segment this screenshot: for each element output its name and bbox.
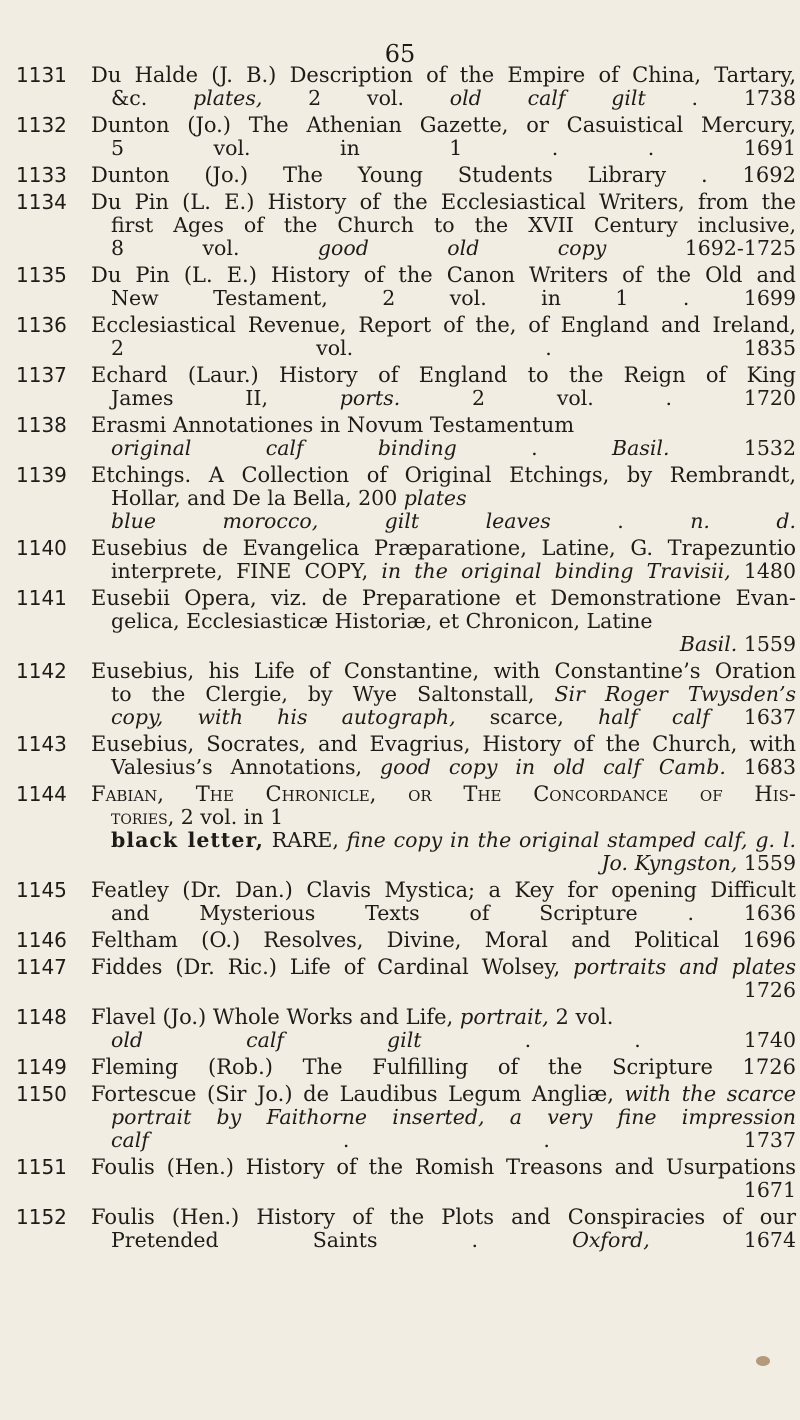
catalogue-entry xyxy=(16,114,796,160)
entry-text: Dunton (Jo.) The Athenian Gazette, or Casuistical Mercury, xyxy=(91,113,796,137)
entry-line xyxy=(91,1029,796,1052)
catalogue-entry xyxy=(16,191,796,260)
entry-text: tories, xyxy=(111,805,175,829)
entry-text: Flavel (Jo.) Whole Works and Life, xyxy=(91,1005,460,1029)
entry-description xyxy=(91,1083,796,1152)
lot-number: 1148 xyxy=(16,1005,67,1029)
entry-line xyxy=(91,437,796,460)
entry-line xyxy=(91,706,796,729)
entry-line xyxy=(91,1129,796,1152)
entry-description xyxy=(91,164,796,187)
entry-line xyxy=(91,633,796,656)
entry-text: . . 1737 xyxy=(148,1128,796,1152)
catalogue-entry xyxy=(16,537,796,583)
entry-description xyxy=(91,660,796,729)
entry-text: . xyxy=(456,436,613,460)
entry-description xyxy=(91,929,796,952)
entry-text: Eusebii Opera, viz. de Preparatione et Demonstratione Evan- xyxy=(91,586,796,610)
entry-text: Du Pin (L. E.) History of the Canon Writers of the Old and xyxy=(91,263,796,287)
entry-text: 1559 xyxy=(737,632,796,656)
lot-number: 1142 xyxy=(16,659,67,683)
entry-text xyxy=(264,828,272,852)
entry-line xyxy=(91,683,796,706)
entry-text: interprete, xyxy=(111,559,237,583)
entry-line xyxy=(91,164,796,187)
entry-description xyxy=(91,783,796,875)
entry-text: copy, with his autograph, xyxy=(111,705,456,729)
entry-text: 1692-1725 xyxy=(606,236,796,260)
entry-line xyxy=(91,829,796,852)
entry-text: 2 vol. xyxy=(262,86,450,110)
entry-text: 2 vol. xyxy=(548,1005,614,1029)
entry-description xyxy=(91,956,796,1002)
entry-text: 2 vol. in 1 xyxy=(174,805,284,829)
entry-line xyxy=(91,610,796,633)
entry-text: 1726 xyxy=(743,978,796,1002)
entry-description xyxy=(91,191,796,260)
entry-text: 1559 xyxy=(737,851,796,875)
catalogue-entry xyxy=(16,929,796,952)
lot-number: 1152 xyxy=(16,1205,67,1229)
entry-text: original calf binding xyxy=(111,436,457,460)
catalogue-entry xyxy=(16,164,796,187)
lot-number: 1143 xyxy=(16,732,67,756)
entry-text: Fortescue (Sir Jo.) de Laudibus Legum Angliæ, xyxy=(91,1082,625,1106)
entry-line xyxy=(91,979,796,1002)
entry-line xyxy=(91,879,796,902)
entry-text: 1674 xyxy=(649,1228,797,1252)
entry-line xyxy=(91,364,796,387)
entry-text: Ecclesiastical Revenue, Report of the, of England and Ireland, xyxy=(91,313,796,337)
catalogue-entry xyxy=(16,64,796,110)
entry-description xyxy=(91,414,796,460)
entry-line xyxy=(91,956,796,979)
entry-text: 2 vol. . 1720 xyxy=(400,386,796,410)
entry-line xyxy=(91,783,796,806)
entry-description xyxy=(91,364,796,410)
entry-line xyxy=(91,314,796,337)
entry-line xyxy=(91,1206,796,1229)
entry-line xyxy=(91,1083,796,1106)
entry-text: Oxford, xyxy=(572,1228,650,1252)
entry-text: Fiddes (Dr. Ric.) Life of Cardinal Wolsey, xyxy=(91,955,574,979)
lot-number: 1140 xyxy=(16,536,67,560)
entry-line xyxy=(91,1156,796,1179)
catalogue-list xyxy=(16,64,796,1256)
entry-text: n. d. xyxy=(690,509,796,533)
lot-number: 1146 xyxy=(16,928,67,952)
entry-text: 8 vol. xyxy=(111,236,318,260)
entry-line xyxy=(91,1229,796,1252)
entry-line xyxy=(91,510,796,533)
entry-text: Eusebius, Socrates, and Evagrius, History of the Church, with xyxy=(91,732,796,756)
entry-text: 1683 xyxy=(725,755,797,779)
entry-description xyxy=(91,879,796,925)
entry-line xyxy=(91,337,796,360)
entry-line xyxy=(91,191,796,214)
ink-stain xyxy=(756,1356,770,1366)
entry-line xyxy=(91,414,796,437)
lot-number: 1136 xyxy=(16,313,67,337)
catalogue-entry xyxy=(16,660,796,729)
catalogue-entry xyxy=(16,956,796,1002)
catalogue-entry xyxy=(16,1206,796,1252)
entry-text: portrait, xyxy=(459,1005,549,1029)
entry-line xyxy=(91,114,796,137)
entry-text: Foulis (Hen.) History of the Romish Treasons and Usurpations xyxy=(91,1155,796,1179)
entry-text: plates xyxy=(403,486,467,510)
entry-description xyxy=(91,537,796,583)
entry-text: ports. xyxy=(339,386,401,410)
entry-text: Basil. xyxy=(679,632,738,656)
entry-line xyxy=(91,733,796,756)
lot-number: 1132 xyxy=(16,113,67,137)
entry-text: and Mysterious Texts of Scripture . 1636 xyxy=(111,901,796,925)
entry-text: FINE COPY, xyxy=(236,559,369,583)
entry-description xyxy=(91,1056,796,1079)
entry-text: 1637 xyxy=(709,705,797,729)
entry-line xyxy=(91,852,796,875)
entry-description xyxy=(91,1206,796,1252)
entry-text: black letter, xyxy=(111,828,264,852)
entry-text: plates, xyxy=(193,86,263,110)
entry-line xyxy=(91,929,796,952)
lot-number: 1135 xyxy=(16,263,67,287)
catalogue-entry xyxy=(16,733,796,779)
lot-number: 1138 xyxy=(16,413,67,437)
lot-number: 1145 xyxy=(16,878,67,902)
entry-text: Valesius’s Annotations, xyxy=(111,755,380,779)
lot-number: 1144 xyxy=(16,782,67,806)
entry-text: Fabian, The Chronicle, or The Concordance of His- xyxy=(91,782,796,806)
entry-text: 2 vol. . 1835 xyxy=(111,336,796,360)
entry-text: to the Clergie, by Wye Saltonstall, xyxy=(111,682,555,706)
entry-line xyxy=(91,902,796,925)
entry-description xyxy=(91,464,796,533)
entry-line xyxy=(91,387,796,410)
entry-line xyxy=(91,587,796,610)
entry-text: &c. xyxy=(111,86,194,110)
entry-line xyxy=(91,560,796,583)
entry-text: Featley (Dr. Dan.) Clavis Mystica; a Key for opening Difficult xyxy=(91,878,796,902)
entry-text xyxy=(368,559,381,583)
entry-text: calf xyxy=(111,1128,149,1152)
entry-description xyxy=(91,733,796,779)
entry-description xyxy=(91,1156,796,1202)
catalogue-entry xyxy=(16,464,796,533)
entry-text: good copy in old calf Camb. xyxy=(379,755,726,779)
entry-line xyxy=(91,237,796,260)
entry-line xyxy=(91,487,796,510)
entry-text: . xyxy=(550,509,691,533)
entry-text: Hollar, and De la Bella, 200 xyxy=(111,486,404,510)
entry-line xyxy=(91,537,796,560)
entry-text: Eusebius de Evangelica Præparatione, Latine, G. Trapezuntio xyxy=(91,536,796,560)
catalogue-entry xyxy=(16,264,796,310)
lot-number: 1147 xyxy=(16,955,67,979)
catalogue-entry xyxy=(16,1156,796,1202)
entry-description xyxy=(91,264,796,310)
lot-number: 1141 xyxy=(16,586,67,610)
entry-description xyxy=(91,64,796,110)
entry-text: Fleming (Rob.) The Fulfilling of the Scripture 1726 xyxy=(91,1055,796,1079)
entry-text: Dunton (Jo.) The Young Students Library . 1692 xyxy=(91,163,796,187)
entry-text: Etchings. A Collection of Original Etchings, by Rembrandt, xyxy=(91,463,796,487)
entry-text: first Ages of the Church to the XVII Century inclusive, xyxy=(111,213,796,237)
entry-line xyxy=(91,660,796,683)
entry-text: 1671 xyxy=(743,1178,796,1202)
catalogue-entry xyxy=(16,1056,796,1079)
lot-number: 1151 xyxy=(16,1155,67,1179)
entry-text: . . 1740 xyxy=(421,1028,796,1052)
catalogue-entry xyxy=(16,879,796,925)
lot-number: 1133 xyxy=(16,163,67,187)
entry-text: . 1738 xyxy=(645,86,796,110)
entry-text: with the scarce xyxy=(624,1082,796,1106)
entry-text: 1532 xyxy=(669,436,797,460)
entry-line xyxy=(91,756,796,779)
lot-number: 1149 xyxy=(16,1055,67,1079)
catalogue-entry xyxy=(16,1083,796,1152)
entry-line xyxy=(91,1056,796,1079)
entry-line xyxy=(91,64,796,87)
entry-text: Pretended Saints . xyxy=(111,1228,573,1252)
entry-line xyxy=(91,1006,796,1029)
entry-description xyxy=(91,314,796,360)
catalogue-entry xyxy=(16,314,796,360)
lot-number: 1134 xyxy=(16,190,67,214)
entry-text: Erasmi Annotationes in Novum Testamentum xyxy=(91,413,575,437)
entry-description xyxy=(91,587,796,656)
entry-text: Eusebius, his Life of Constantine, with Constantine’s Oration xyxy=(91,659,796,683)
entry-text: gelica, Ecclesiasticæ Historiæ, et Chronicon, Latine xyxy=(111,609,653,633)
entry-text: James II, xyxy=(111,386,340,410)
entry-text: good old copy xyxy=(317,236,607,260)
entry-line xyxy=(91,806,796,829)
lot-number: 1150 xyxy=(16,1082,67,1106)
entry-text: half calf xyxy=(598,705,710,729)
entry-text: Sir Roger Twysden’s xyxy=(554,682,796,706)
entry-description xyxy=(91,114,796,160)
entry-line xyxy=(91,214,796,237)
entry-text: portrait by Faithorne inserted, a very fine impression xyxy=(111,1105,796,1129)
entry-line xyxy=(91,87,796,110)
catalogue-entry xyxy=(16,783,796,875)
entry-text: Feltham (O.) Resolves, Divine, Moral and Political 1696 xyxy=(91,928,796,952)
entry-line xyxy=(91,1106,796,1129)
entry-text: Echard (Laur.) History of England to the Reign of King xyxy=(91,363,796,387)
lot-number: 1137 xyxy=(16,363,67,387)
entry-text: 5 vol. in 1 . . 1691 xyxy=(111,136,796,160)
entry-text: scarce, xyxy=(455,705,599,729)
entry-text: portraits and plates xyxy=(573,955,797,979)
catalogue-entry xyxy=(16,587,796,656)
catalogue-entry xyxy=(16,364,796,410)
entry-text: Foulis (Hen.) History of the Plots and Conspiracies of our xyxy=(91,1205,796,1229)
entry-description xyxy=(91,1006,796,1052)
entry-text: New Testament, 2 vol. in 1 . 1699 xyxy=(111,286,796,310)
entry-text: RARE, xyxy=(271,828,339,852)
lot-number: 1139 xyxy=(16,463,67,487)
entry-line xyxy=(91,287,796,310)
entry-line xyxy=(91,464,796,487)
entry-text: Du Halde (J. B.) Description of the Empire of China, Tartary, xyxy=(91,63,796,87)
page-number: 65 xyxy=(384,40,416,68)
entry-text: fine copy in the original stamped calf, g. l. xyxy=(346,828,796,852)
catalogue-entry xyxy=(16,414,796,460)
catalogue-entry xyxy=(16,1006,796,1052)
lot-number: 1131 xyxy=(16,63,67,87)
entry-text: Du Pin (L. E.) History of the Ecclesiastical Writers, from the xyxy=(91,190,796,214)
entry-text: Basil. xyxy=(612,436,670,460)
entry-text: Jo. Kyngston, xyxy=(601,851,738,875)
entry-text: 1480 xyxy=(730,559,797,583)
entry-text xyxy=(339,828,347,852)
entry-text: in the original binding Travisii, xyxy=(381,559,731,583)
entry-text: old calf gilt xyxy=(449,86,646,110)
entry-line xyxy=(91,264,796,287)
entry-line xyxy=(91,1179,796,1202)
entry-text: blue morocco, gilt leaves xyxy=(111,509,551,533)
entry-line xyxy=(91,137,796,160)
entry-text: old calf gilt xyxy=(111,1028,422,1052)
